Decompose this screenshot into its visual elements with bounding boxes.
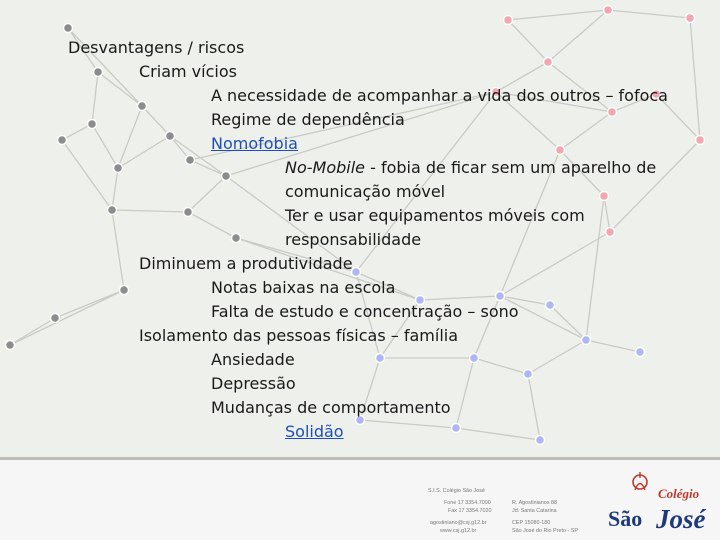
outline-item-ter-usar-cont: responsabilidade [285,230,422,249]
outline-heading: Desvantagens / riscos [68,38,245,57]
outline-item-isolamento: Isolamento das pessoas físicas – família [139,326,459,345]
outline-item-notas: Notas baixas na escola [211,278,396,297]
footer-district: Jd. Santa Catarina [512,508,557,514]
outline-item-nomofobia [211,133,298,155]
footer-email[interactable]: agostiniano@csj.g12.br [430,520,487,526]
logo-text-jose: José [656,504,706,534]
footer-fax: Fax 17 3354.7020 [448,508,492,514]
footer-address: R. Agostinianos 88 [512,500,557,506]
logo-text-sao: São [608,506,643,531]
solidao-link[interactable]: Solidão [285,422,344,441]
footer-cep: CEP 15080-180 [512,520,551,526]
outline-item-mudancas: Mudanças de comportamento [211,398,451,417]
footer-phone: Fone 17 3354.7000 [444,500,491,506]
nomofobia-link[interactable]: Nomofobia [211,134,298,153]
outline-item-nomobile [285,157,656,179]
outline-item-regime: Regime de dependência [211,110,405,129]
footer-site[interactable]: www.csj.g12.br [440,528,477,534]
nomobile-definition: - fobia de ficar sem um aparelho de [365,158,657,177]
outline-item-ansiedade: Ansiedade [211,350,295,369]
outline-item-solidao [285,421,344,443]
outline-item-falta: Falta de estudo e concentração – sono [211,302,519,321]
footer [0,460,720,540]
logo-text-colegio: Colégio [658,486,700,501]
outline-item-nomobile-cont: comunicação móvel [285,182,446,201]
outline-item-diminuem: Diminuem a produtividade [139,254,353,273]
footer-city: São José do Rio Preto - SP [512,528,578,534]
footer-school: S.I.S. Colégio São José [428,488,485,494]
outline-item-depressao: Depressão [211,374,296,393]
nomobile-term: No-Mobile [285,158,366,177]
outline-item-fofoca: A necessidade de acompanhar a vida dos outros – fofoca [211,86,668,105]
school-logo [600,468,712,534]
outline-item-criam-vicios: Criam vícios [139,62,237,81]
outline-item-ter-usar: Ter e usar equipamentos móveis com [285,206,585,225]
logo-emblem-icon [633,472,647,490]
